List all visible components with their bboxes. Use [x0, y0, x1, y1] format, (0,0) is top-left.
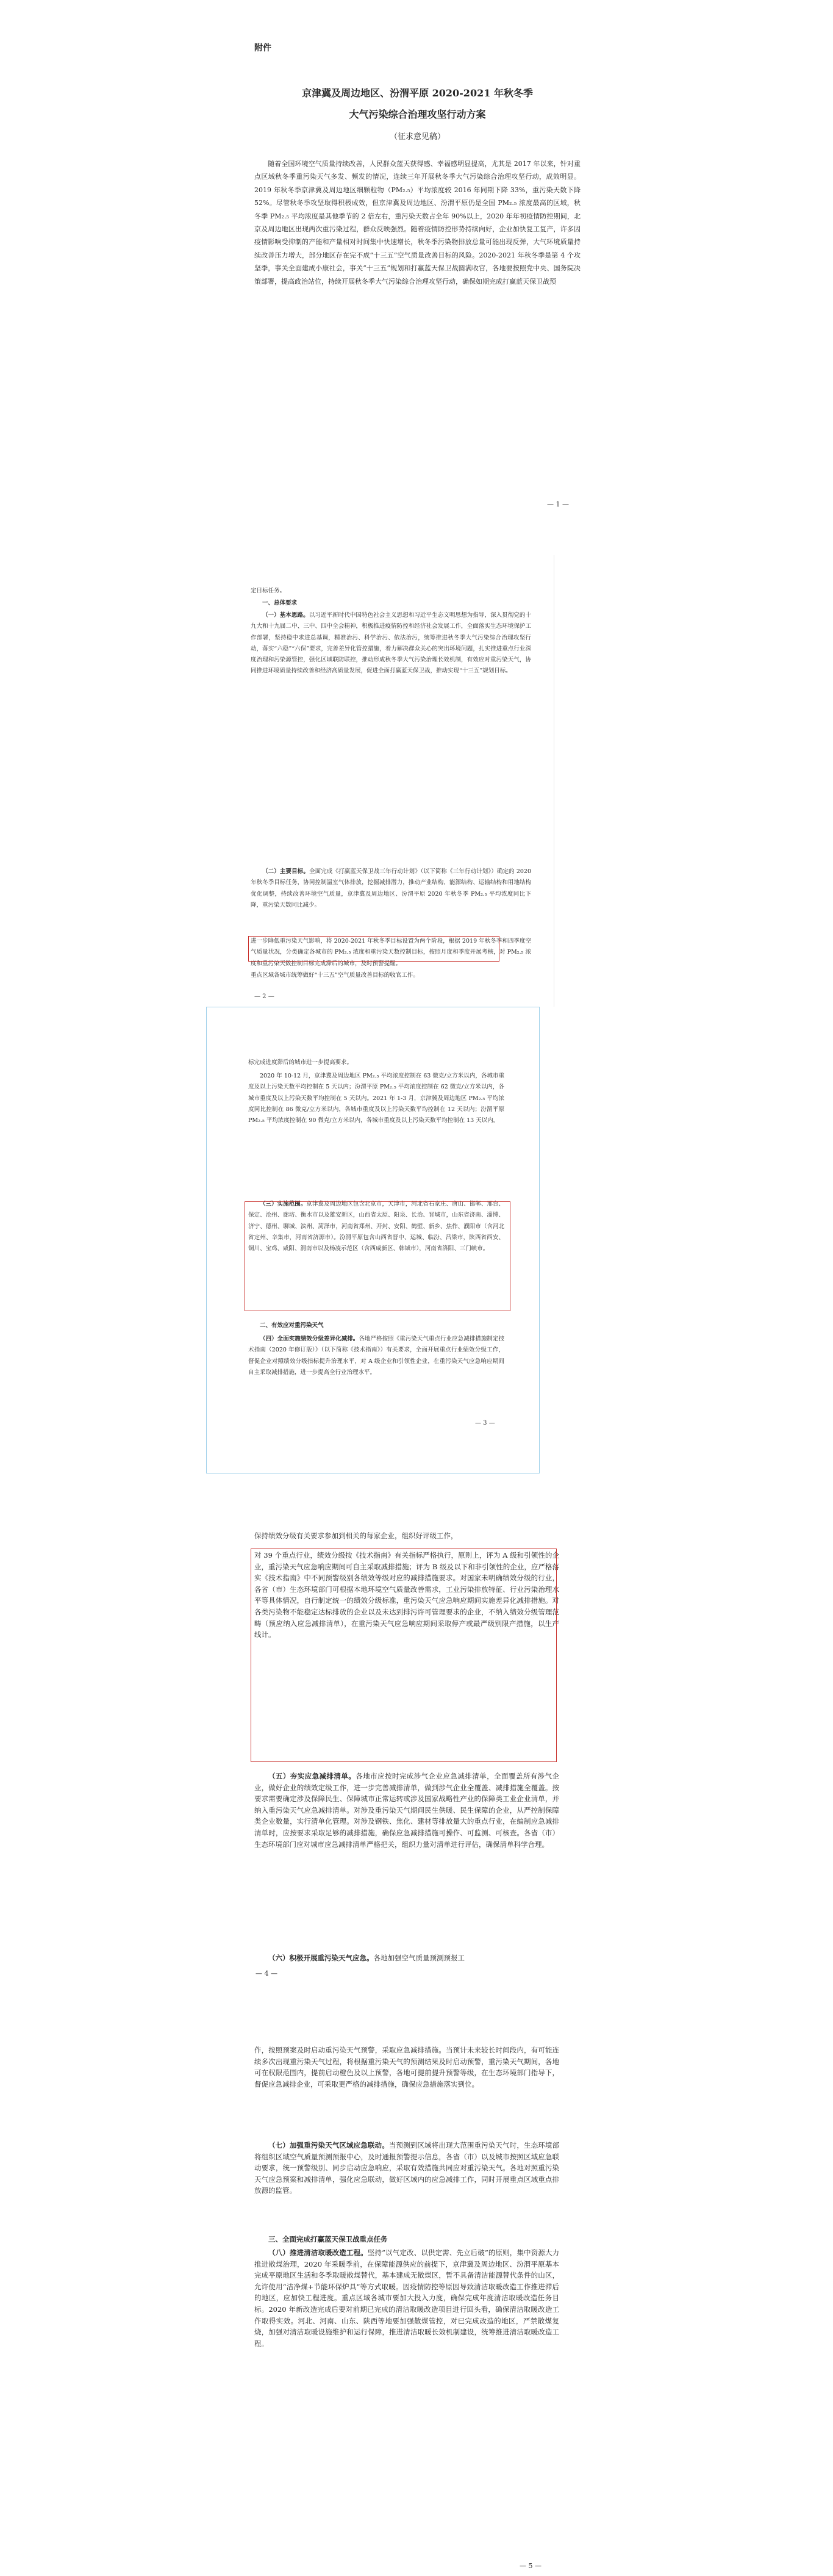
- document-title-line-1: 京津冀及周边地区、汾渭平原 2020-2021 年秋冬季: [302, 87, 533, 99]
- page-number-2: — 2 —: [254, 993, 274, 1000]
- main-goal-text: 全面完成《打赢蓝天保卫战三年行动计划》（以下简称《三年行动计划》）确定的 2020 年秋冬季目标任务，协同控制温室气体排放，挖掘减排潜力，推动产业结构、能源结构、运输结构和用地结构优化调整，持续改善环境空气质量，京津冀及周边地区、汾渭平原 2020 年秋冬季 PM₂.₅ 平均浓度同比下降，重污染天数同比减少。: [251, 868, 531, 908]
- targets-paragraph: 2020 年 10-12 月，京津冀及周边地区 PM₂.₅ 平均浓度控制在 63 微克/立方米以内，各城市重度及以上污染天数平均控制在 5 天以内；汾渭平原 PM₂.₅ 平均浓度控制在 62 微克/立方米以内，各城市重度及以上污染天数平均控制在 5 天以内。2021 年 1-3 月，京津冀及周边地区 PM₂.₅ 平均浓度同比控制在 86 微克/立方米以内，各城市重度及以上污染天数平均控制在 12 天以内；汾渭平原 PM₂.₅ 平均浓度控制在 90 微克/立方米以内，各城市重度及以上污染天数平均控制在 13 天以内。: [248, 1073, 504, 1124]
- section-heading-2: 二、有效应对重污染天气: [260, 1322, 324, 1329]
- section-7-paragraph: [254, 2140, 559, 2230]
- section-6-heading: （六）积极开展重污染天气应急。: [268, 1954, 374, 1962]
- section-8-text: 坚持“以气定改、以供定需、先立后破”的原则，集中资源大力推进散煤治理，2020 年采暖季前，在保障能源供应的前提下，京津冀及周边地区、汾渭平原基本完成平原地区生活和冬季取暖散煤替代，基本建成无散煤区，暂不具备清洁能源替代条件的山区，允许使用“洁净煤+节能环保炉具”等方式取暖。因疫情防控等原因导致清洁取暖改造工作推进滞后的地区，应加快工程进度。重点区域各城市要加大投入力度，确保完成年度清洁取暖改造任务目标。2020 年新改造完成后要对前期已完成的清洁取暖改造项目进行回头看，确保清洁取暖改造工作取得实效。河北、河南、山东、陕西等地要加强散煤管控，对已完成改造的地区，严禁散煤复烧，加强对清洁取暖设施维护和运行保障，推进清洁取暖长效机制建设，统筹推进清洁取暖改造工程。: [254, 2248, 559, 2348]
- page-number-1: — 1 —: [547, 500, 569, 508]
- page-number-5: — 5 —: [520, 2562, 542, 2570]
- scope-text: 京津冀及周边地区包含北京市，天津市，河北省石家庄、唐山、邯郸、邢台、保定、沧州、廊坊、衡水市以及雄安新区，山西省太原、阳泉、长治、晋城市，山东省济南、淄博、济宁、德州、聊城、滨州、菏泽市，河南省郑州、开封、安阳、鹤壁、新乡、焦作、濮阳市（含河北省定州、辛集市，河南省济源市）。汾渭平原包含山西省晋中、运城、临汾、吕梁市，陕西省西安、铜川、宝鸡、咸阳、渭南市以及杨凌示范区（含西咸新区、韩城市），河南省洛阳、三门峡市。: [248, 1201, 504, 1253]
- section-6-paragraph: [254, 1952, 559, 1964]
- section-heading-1: 一、总体要求: [262, 600, 298, 606]
- document-subtitle: （征求意见稿）: [389, 132, 445, 142]
- section-heading-3: 三、全面完成打赢蓝天保卫战重点任务: [268, 2235, 388, 2243]
- section-7-heading: （七）加强重污染天气区域应急联动。: [268, 2141, 389, 2150]
- main-goal-tail: 重点区域各城市统筹做好“十三五”空气质量改善目标的收官工作。: [251, 972, 419, 979]
- section-4-text: 各地严格按照《重污染天气重点行业应急减排措施制定技术指南（2020 年修订版）》（以下简称《技术指南》）有关要求，全面开展重点行业绩效分级工作，督促企业对照绩效分级指标提升治理水平，对 A 级企业和引领性企业，在重污染天气应急响应期间自主采取减排措施，进一步提高全行业治理水平。: [248, 1336, 504, 1376]
- basic-idea-paragraph: [251, 610, 531, 677]
- page-3-intro: 标完成进度滞后的城市进一步提高要求。: [248, 1059, 353, 1066]
- section-8-heading: （八）推进清洁取暖改造工程。: [268, 2248, 368, 2257]
- main-goal-highlighted: 进一步降低重污染天气影响，将 2020-2021 年秋冬季目标设置为两个阶段，根据 2019 年秋冬季和四季度空气质量状况，分类确定各城市的 PM₂.₅ 浓度和重污染天数控制目标，按照月度和季度开展考核，对 PM₂.₅ 浓度和重污染天数控制目标完成滞后的城市，及时预警提醒。: [251, 938, 531, 967]
- page-1-body: 随着全国环境空气质量持续改善，人民群众蓝天获得感、幸福感明显提高，尤其是 2017 年以来，针对重点区域秋冬季重污染天气多发、频发的情况，连续三年开展秋冬季大气污染综合治理攻坚行动，成效明显。2019 年秋冬季京津冀及周边地区细颗粒物（PM₂.₅）平均浓度较 2016 年同期下降 33%，重污染天数下降 52%。尽管秋冬季攻坚取得积极成效，但京津冀及周边地区、汾渭平原仍是全国 PM₂.₅ 浓度最高的区域，秋冬季 PM₂.₅ 平均浓度是其他季节的 2 倍左右，重污染天数占全年 90%以上，2020 年年初疫情防控期间，北京及周边地区出现两次重污染过程，群众反映强烈。随着疫情防控形势持续向好，企业加快复工复产，许多因疫情影响受抑制的产能和产量相对时间集中快速增长，秋冬季污染物排放总量可能出现反弹，大气环境质量持续改善压力增大，部分地区存在完不成“十三五”空气质量改善目标的风险。2020-2021 年秋冬季是第 4 个攻坚季，事关全面建成小康社会，事关“十三五”规划和打赢蓝天保卫战圆满收官，各地要按照党中央、国务院决策部署，提高政治站位，持续开展秋冬季大气污染综合治理攻坚行动，确保如期完成打赢蓝天保卫战预: [254, 160, 581, 286]
- section-8-paragraph: [254, 2247, 559, 2552]
- section-5-paragraph: [254, 1771, 559, 1943]
- document-title-line-2: 大气污染综合治理攻坚行动方案: [349, 109, 486, 120]
- basic-idea-heading: （一）基本思路。: [262, 612, 309, 619]
- main-goal-heading: （二）主要目标。: [262, 868, 309, 875]
- page-5-intro: 作，按照预案及时启动重污染天气预警，采取应急减排措施。当预计未来较长时间段内，有可能连续多次出现重污染天气过程，将根据重污染天气的预测结果及时启动预警，重污染天气期间，各地可在权限范围内，提前启动橙色及以上预警，各地可提前提升预警等级，在生态环境部门指导下，督促应急减排企业，可采取更严格的减排措施，确保应急措施落实到位。: [254, 2046, 559, 2089]
- scope-paragraph: [248, 1199, 504, 1310]
- attachment-label: 附件: [254, 43, 271, 53]
- section-5-text: 各地市应按时完成涉气企业应急减排清单，全面覆盖所有涉气企业，做好企业的绩效定级工作，进一步完善减排清单，做到涉气企业全覆盖、减排措施全覆盖。按要求需要确定涉及保障民生、保障城市正常运转或涉及国家战略性产业的保障类工业企业清单，并纳入重污染天气应急减排清单。对涉及重污染天气期间民生供暖、民生保障的企业，从严控制保障类企业数量，实行清单化管理。对涉及钢铁、焦化、建材等排放量大的重点行业，在编制应急减排清单时，应按要求采取足够的减排措施，确保应急减排措施可操作、可监测、可核查。各省（市）生态环境部门应对城市应急减排清单严格把关，组织力量对清单进行评估，确保清单科学合理。: [254, 1772, 559, 1849]
- section-4-paragraph: [248, 1334, 504, 1412]
- main-goal-paragraph: [251, 866, 531, 935]
- document-page-3: [207, 1007, 539, 1473]
- section-6-text: 各地加强空气质量预测预报工: [373, 1954, 465, 1962]
- section-4-heading: （四）全面实施绩效分级差异化减排。: [260, 1336, 359, 1342]
- section-7-text: 当预测到区域将出现大范围重污染天气时，生态环境部将组织区域空气质量预测预报中心，及时通报预警提示信息，各省（市）以及城市按照区域应急联动要求，统一预警级别、同步启动应急响应，采取有效措施共同应对重污染天气。各地对照重污染天气应急预案和减排清单，强化应急联动，做好区域内的应急减排工作，同时开展重点区域重点排放源的监管。: [254, 2141, 559, 2195]
- document-page-2: [242, 555, 553, 1007]
- document-page-1: [242, 29, 593, 554]
- page-number-3: — 3 —: [475, 1420, 495, 1427]
- section-5-heading: （五）夯实应急减排清单。: [268, 1772, 356, 1780]
- scope-heading: （三）实施范围。: [260, 1201, 307, 1207]
- basic-idea-text: 以习近平新时代中国特色社会主义思想和习近平生态文明思想为指导，深入贯彻党的十九大和十九届二中、三中、四中全会精神，积极推进疫情防控和经济社会发展工作，全面落实生态环境保护工作部署，坚持稳中求进总基调，精准治污、科学治污、依法治污，统筹推进秋冬季大气污染综合治理攻坚行动，落实“六稳”“六保”要求，完善差异化管控措施，着力解决群众关心的突出环境问题，扎实推进重点行业深度治理和污染源管控，强化区域联防联控，推动形成秋冬季大气污染治理长效机制，有效应对重污染天气，协同推进环境质量持续改善和经济高质量发展，促进全面打赢蓝天保卫战，推动实现“十三五”规划目标。: [251, 612, 531, 675]
- page-4-intro: 保持绩效分级有关要求参加到相关的每家企业，组织好评级工作，: [254, 1531, 458, 1540]
- page-2-intro: 定目标任务。: [251, 588, 286, 594]
- page-4-highlighted: 对 39 个重点行业，绩效分级按《技术指南》有关指标严格执行，原则上，评为 A 级和引领性的企业，重污染天气应急响应期间可自主采取减排措施；评为 B 级及以下和非引领性的企业，应严格落实《技术指南》中不同预警级别各绩效等级对应的减排措施要求。对国家未明确绩效分级的行业，各省（市）生态环境部门可根据本地环境空气质量改善需求，工业污染排放特征、行业污染治理水平等具体情况，自行制定统一的绩效分级标准，重污染天气应急响应期间实施差异化减排措施。对各类污染物不能稳定达标排放的企业以及未达到排污许可管理要求的企业，不纳入绩效分级管理范畴（预应纳入应急减排清单），在重污染天气应急响应期间采取停产或最严级别限产措施，以生产线计。: [254, 1551, 559, 1639]
- document-page-5: [242, 1996, 574, 2576]
- page-number-4: — 4 —: [256, 1970, 277, 1977]
- document-page-4: [242, 1474, 574, 1996]
